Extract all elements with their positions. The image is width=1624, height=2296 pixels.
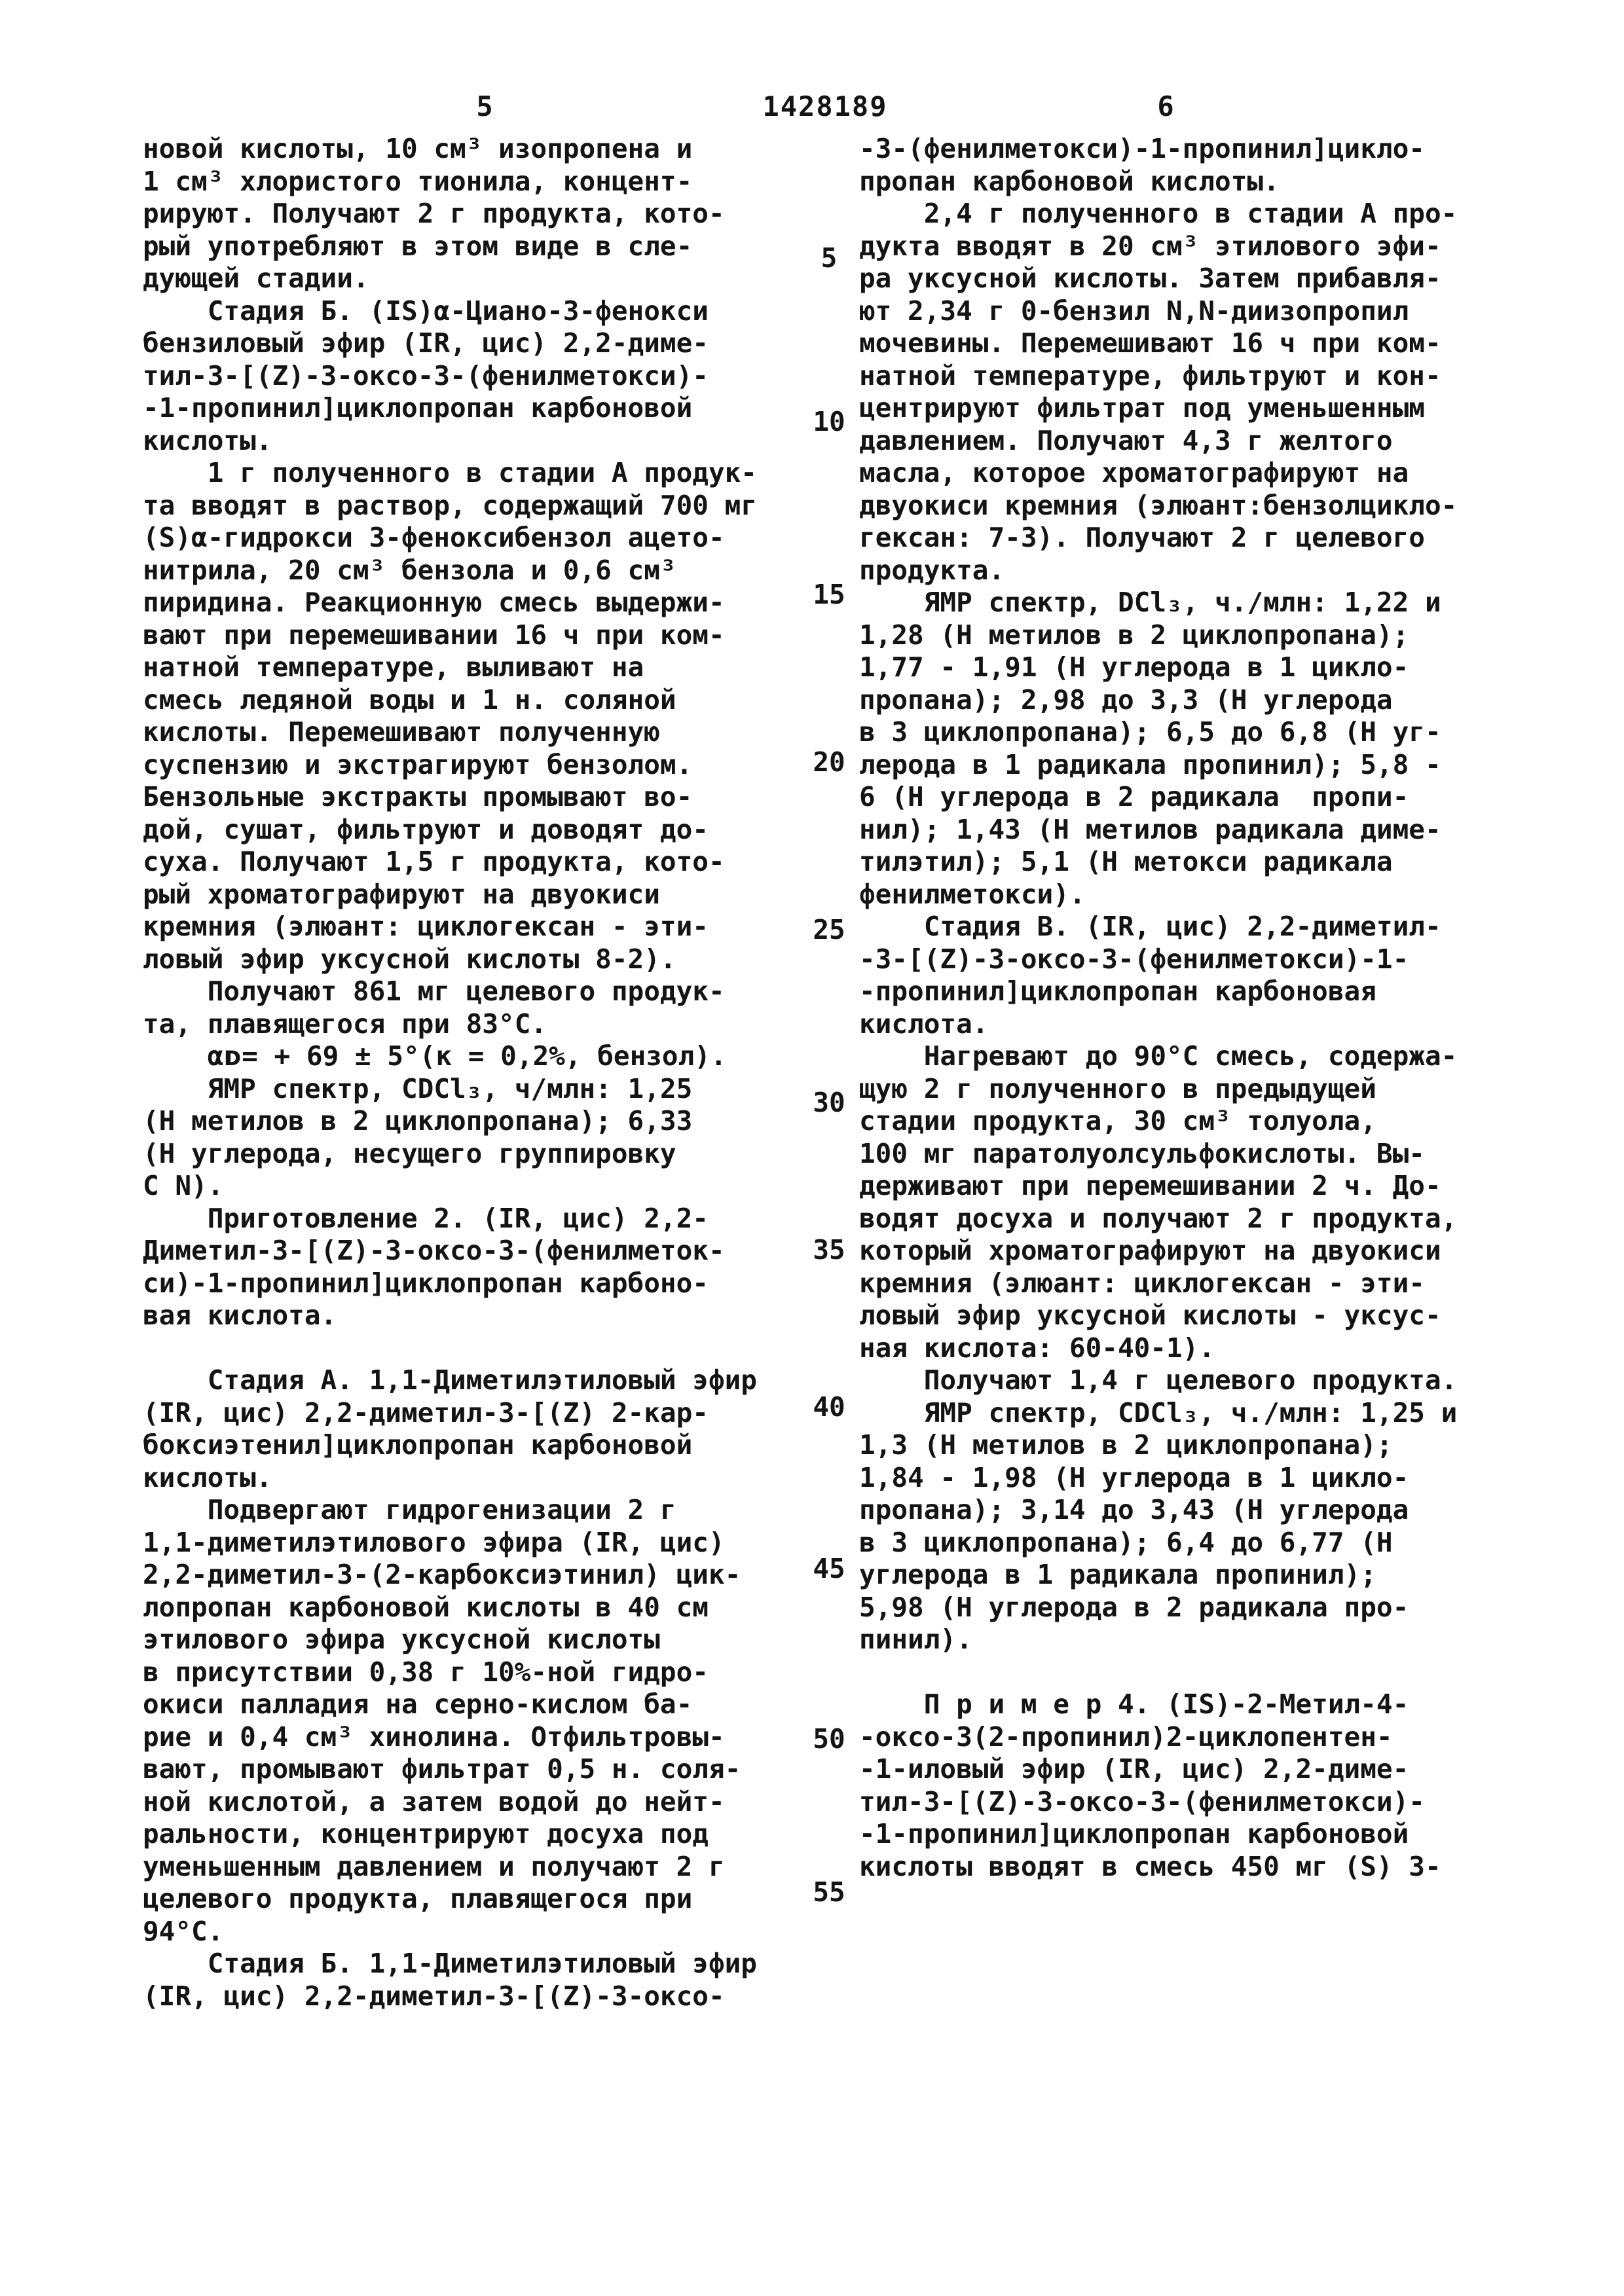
text-line: (Н углерода, несущего группировку: [143, 1137, 676, 1169]
text-line: Диметил-3-[(Z)-3-оксо-3-(фенилметок-: [143, 1235, 725, 1266]
text-line: кремния (элюант: циклогексан - эти-: [859, 1267, 1425, 1299]
text-line: (Н метилов в 2 циклопропана); 6,33: [143, 1105, 693, 1137]
text-line: дой, сушат, фильтруют и доводят до-: [143, 813, 709, 845]
text-line: 1,28 (Н метилов в 2 циклопропана);: [859, 619, 1409, 651]
line-number: 45: [813, 1553, 845, 1584]
text-line: ЯМР спектр, DCl₃, ч./млн: 1,22 и: [859, 587, 1441, 618]
text-line: бензиловый эфир (IR, цис) 2,2-диме-: [143, 327, 709, 359]
text-line: ют 2,34 г 0-бензил N,N-диизопропил: [859, 295, 1409, 327]
text-line: окиси палладия на серно-кислом ба-: [143, 1688, 693, 1720]
text-line: рие и 0,4 см³ хинолина. Отфильтровы-: [143, 1721, 725, 1753]
text-line: вая кислота.: [143, 1300, 337, 1331]
text-line: лерода в 1 радикала пропинил); 5,8 -: [859, 748, 1441, 780]
text-line: -пропинил]циклопропан карбоновая: [859, 975, 1376, 1007]
text-line: стадии продукта, 30 см³ толуола,: [859, 1105, 1376, 1137]
text-line: водят досуха и получают 2 г продукта,: [859, 1202, 1458, 1234]
text-line: натной температуре, выливают на: [143, 651, 644, 683]
text-line: 2,4 г полученного в стадии А про-: [859, 198, 1458, 229]
text-line: (IR, цис) 2,2-диметил-3-[(Z)-3-оксо-: [143, 1980, 725, 2012]
page-number-right: 6: [1157, 90, 1174, 122]
line-number: 10: [813, 406, 845, 437]
text-line: пропана); 3,14 до 3,43 (Н углерода: [859, 1494, 1409, 1525]
text-line: [143, 1332, 811, 1365]
text-line: П р и м е р 4. (IS)-2-Метил-4-: [859, 1688, 1409, 1720]
text-line: рый хроматографируют на двуокиси: [143, 878, 660, 910]
line-number: 30: [813, 1087, 845, 1118]
text-line: суспензию и экстрагируют бензолом.: [143, 748, 693, 780]
text-line: кремния (элюант: циклогексан - эти-: [143, 911, 709, 942]
text-line: боксиэтенил]циклопропан карбоновой: [143, 1429, 693, 1461]
text-line: давлением. Получают 4,3 г желтого: [859, 424, 1393, 456]
text-line: Подвергают гидрогенизации 2 г: [143, 1494, 676, 1525]
text-line: ная кислота: 60-40-1).: [859, 1332, 1215, 1364]
text-line: та, плавящегося при 83°C.: [143, 1008, 547, 1040]
text-line: масла, которое хроматографируют на: [859, 457, 1409, 488]
text-line: фенилметокси).: [859, 878, 1086, 910]
text-line: рый употребляют в этом виде в сле-: [143, 230, 693, 262]
text-line: вают при перемешивании 16 ч при ком-: [143, 619, 725, 651]
text-line: пропана); 2,98 до 3,3 (Н углерода: [859, 683, 1393, 716]
line-number: 5: [821, 242, 838, 274]
text-line: ловый эфир уксусной кислоты - уксус-: [859, 1300, 1441, 1331]
text-line: держивают при перемешивании 2 ч. До-: [859, 1170, 1441, 1201]
text-line: гексан: 7-3). Получают 2 г целевого: [859, 522, 1425, 553]
text-line: двуокиси кремния (элюант:бензолцикло-: [859, 489, 1458, 521]
text-line: тил-3-[(Z)-3-оксо-3-(фенилметокси)-: [859, 1785, 1425, 1817]
text-line: 1,3 (Н метилов в 2 циклопропана);: [859, 1429, 1393, 1461]
text-line: Приготовление 2. (IR, цис) 2,2-: [143, 1202, 709, 1234]
text-line: продукта.: [859, 554, 1005, 586]
text-line: лопропан карбоновой кислоты в 40 см: [143, 1591, 709, 1623]
line-number: 15: [813, 579, 845, 610]
text-line: который хроматографируют на двуокиси: [859, 1235, 1441, 1266]
text-line: в 3 циклопропана); 6,4 до 6,77 (Н: [859, 1526, 1393, 1558]
line-number: 50: [813, 1723, 845, 1755]
text-line: новой кислоты, 10 см³ изопропена и: [143, 133, 693, 164]
text-line: Получают 1,4 г целевого продукта.: [859, 1364, 1458, 1396]
text-line: (S)α-гидрокси 3-феноксибензол ацето-: [143, 522, 725, 553]
text-line: дукта вводят в 20 см³ этилового эфи-: [859, 230, 1441, 262]
text-line: щую 2 г полученного в предыдущей: [859, 1072, 1376, 1104]
text-line: рируют. Получают 2 г продукта, кото-: [143, 198, 725, 229]
page-number-left: 5: [476, 90, 493, 122]
text-line: мочевины. Перемешивают 16 ч при ком-: [859, 327, 1441, 359]
text-line: 1,1-диметилэтилового эфира (IR, цис): [143, 1526, 725, 1558]
text-line: тил-3-[(Z)-3-оксо-3-(фенилметокси)-: [143, 359, 709, 392]
text-line: углерода в 1 радикала пропинил);: [859, 1559, 1376, 1590]
text-line: ловый эфир уксусной кислоты 8-2).: [143, 943, 676, 975]
text-line: натной температуре, фильтруют и кон-: [859, 359, 1441, 392]
text-line: αᴅ= + 69 ± 5°(к = 0,2%, бензол).: [143, 1040, 727, 1072]
text-line: этилового эфира уксусной кислоты: [143, 1624, 660, 1655]
text-line: 6 (Н углерода в 2 радикала пропи-: [859, 781, 1409, 812]
text-line: нил); 1,43 (Н метилов радикала диме-: [859, 813, 1441, 845]
text-line: 94°C.: [143, 1915, 224, 1947]
left-text-column: [143, 133, 811, 2013]
patent-number: 1428189: [762, 90, 888, 122]
text-line: в 3 циклопропана); 6,5 до 6,8 (Н уг-: [859, 716, 1441, 748]
text-line: 5,98 (Н углерода в 2 радикала про-: [859, 1591, 1409, 1623]
right-text-column: [859, 133, 1566, 1883]
line-number: 40: [813, 1391, 845, 1423]
text-line: Стадия Б. 1,1-Диметилэтиловый эфир: [143, 1948, 757, 1979]
text-line: суха. Получают 1,5 г продукта, кото-: [143, 846, 725, 877]
text-line: смесь ледяной воды и 1 н. соляной: [143, 683, 676, 716]
text-line: си)-1-пропинил]циклопропан карбоно-: [143, 1267, 709, 1299]
line-number: 55: [813, 1876, 845, 1908]
text-line: вают, промывают фильтрат 0,5 н. соля-: [143, 1753, 741, 1785]
line-number: 25: [813, 914, 845, 945]
text-line: пиридина. Реакционную смесь выдержи-: [143, 587, 725, 618]
text-line: Бензольные экстракты промывают во-: [143, 781, 693, 812]
text-line: Стадия В. (IR, цис) 2,2-диметил-: [859, 911, 1441, 942]
text-line: пропан карбоновой кислоты.: [859, 165, 1280, 197]
text-line: 100 мг паратолуолсульфокислоты. Вы-: [859, 1137, 1425, 1169]
text-line: -1-иловый эфир (IR, цис) 2,2-диме-: [859, 1753, 1409, 1785]
text-line: Стадия Б. (IS)α-Циано-3-фенокси: [143, 295, 709, 327]
text-line: ральности, концентрируют досуха под: [143, 1818, 709, 1850]
text-line: -3-(фенилметокси)-1-пропинил]цикло-: [859, 133, 1425, 164]
text-line: [859, 1656, 1566, 1689]
text-line: 1 г полученного в стадии А продук-: [143, 457, 757, 488]
text-line: та вводят в раствор, содержащий 700 мг: [143, 489, 757, 521]
text-line: кислоты. Перемешивают полученную: [143, 716, 660, 748]
text-line: 1,84 - 1,98 (Н углерода в 1 цикло-: [859, 1461, 1409, 1493]
text-line: нитрила, 20 см³ бензола и 0,6 см³: [143, 554, 676, 586]
text-line: -1-пропинил]циклопропан карбоновой: [859, 1818, 1409, 1850]
text-line: C N).: [143, 1170, 224, 1201]
text-line: Нагревают до 90°С смесь, содержа-: [859, 1040, 1458, 1072]
text-line: тилэтил); 5,1 (Н метокси радикала: [859, 846, 1393, 877]
text-line: -оксо-3(2-пропинил)2-циклопентен-: [859, 1721, 1393, 1753]
text-line: ЯМР спектр, CDCl₃, ч/млн: 1,25: [143, 1072, 693, 1104]
text-line: кислоты вводят в смесь 450 мг (S) 3-: [859, 1850, 1441, 1882]
text-line: пинил).: [859, 1624, 972, 1655]
text-line: уменьшенным давлением и получают 2 г: [143, 1850, 725, 1882]
line-number: 35: [813, 1234, 845, 1266]
text-line: кислоты.: [143, 424, 272, 456]
text-line: (IR, цис) 2,2-диметил-3-[(Z) 2-кар-: [143, 1396, 709, 1429]
text-line: дующей стадии.: [143, 263, 369, 294]
text-line: -3-[(Z)-3-оксо-3-(фенилметокси)-1-: [859, 943, 1409, 975]
text-line: целевого продукта, плавящегося при: [143, 1883, 693, 1914]
text-line: центрируют фильтрат под уменьшенным: [859, 392, 1425, 424]
text-line: кислота.: [859, 1008, 989, 1040]
text-line: Получают 861 мг целевого продук-: [143, 975, 725, 1007]
text-line: ра уксусной кислоты. Затем прибавля-: [859, 263, 1441, 294]
text-line: -1-пропинил]циклопропан карбоновой: [143, 392, 693, 424]
text-line: 1,77 - 1,91 (Н углерода в 1 цикло-: [859, 651, 1409, 683]
line-number: 20: [813, 746, 845, 778]
text-line: Стадия А. 1,1-Диметилэтиловый эфир: [143, 1364, 757, 1396]
text-line: 1 см³ хлористого тионила, концент-: [143, 165, 693, 197]
text-line: кислоты.: [143, 1461, 272, 1493]
text-line: ной кислотой, а затем водой до нейт-: [143, 1785, 725, 1817]
text-line: 2,2-диметил-3-(2-карбоксиэтинил) цик-: [143, 1559, 741, 1590]
text-line: ЯМР спектр, CDCl₃, ч./млн: 1,25 и: [859, 1396, 1458, 1429]
text-line: в присутствии 0,38 г 10%-ной гидро-: [143, 1656, 709, 1688]
